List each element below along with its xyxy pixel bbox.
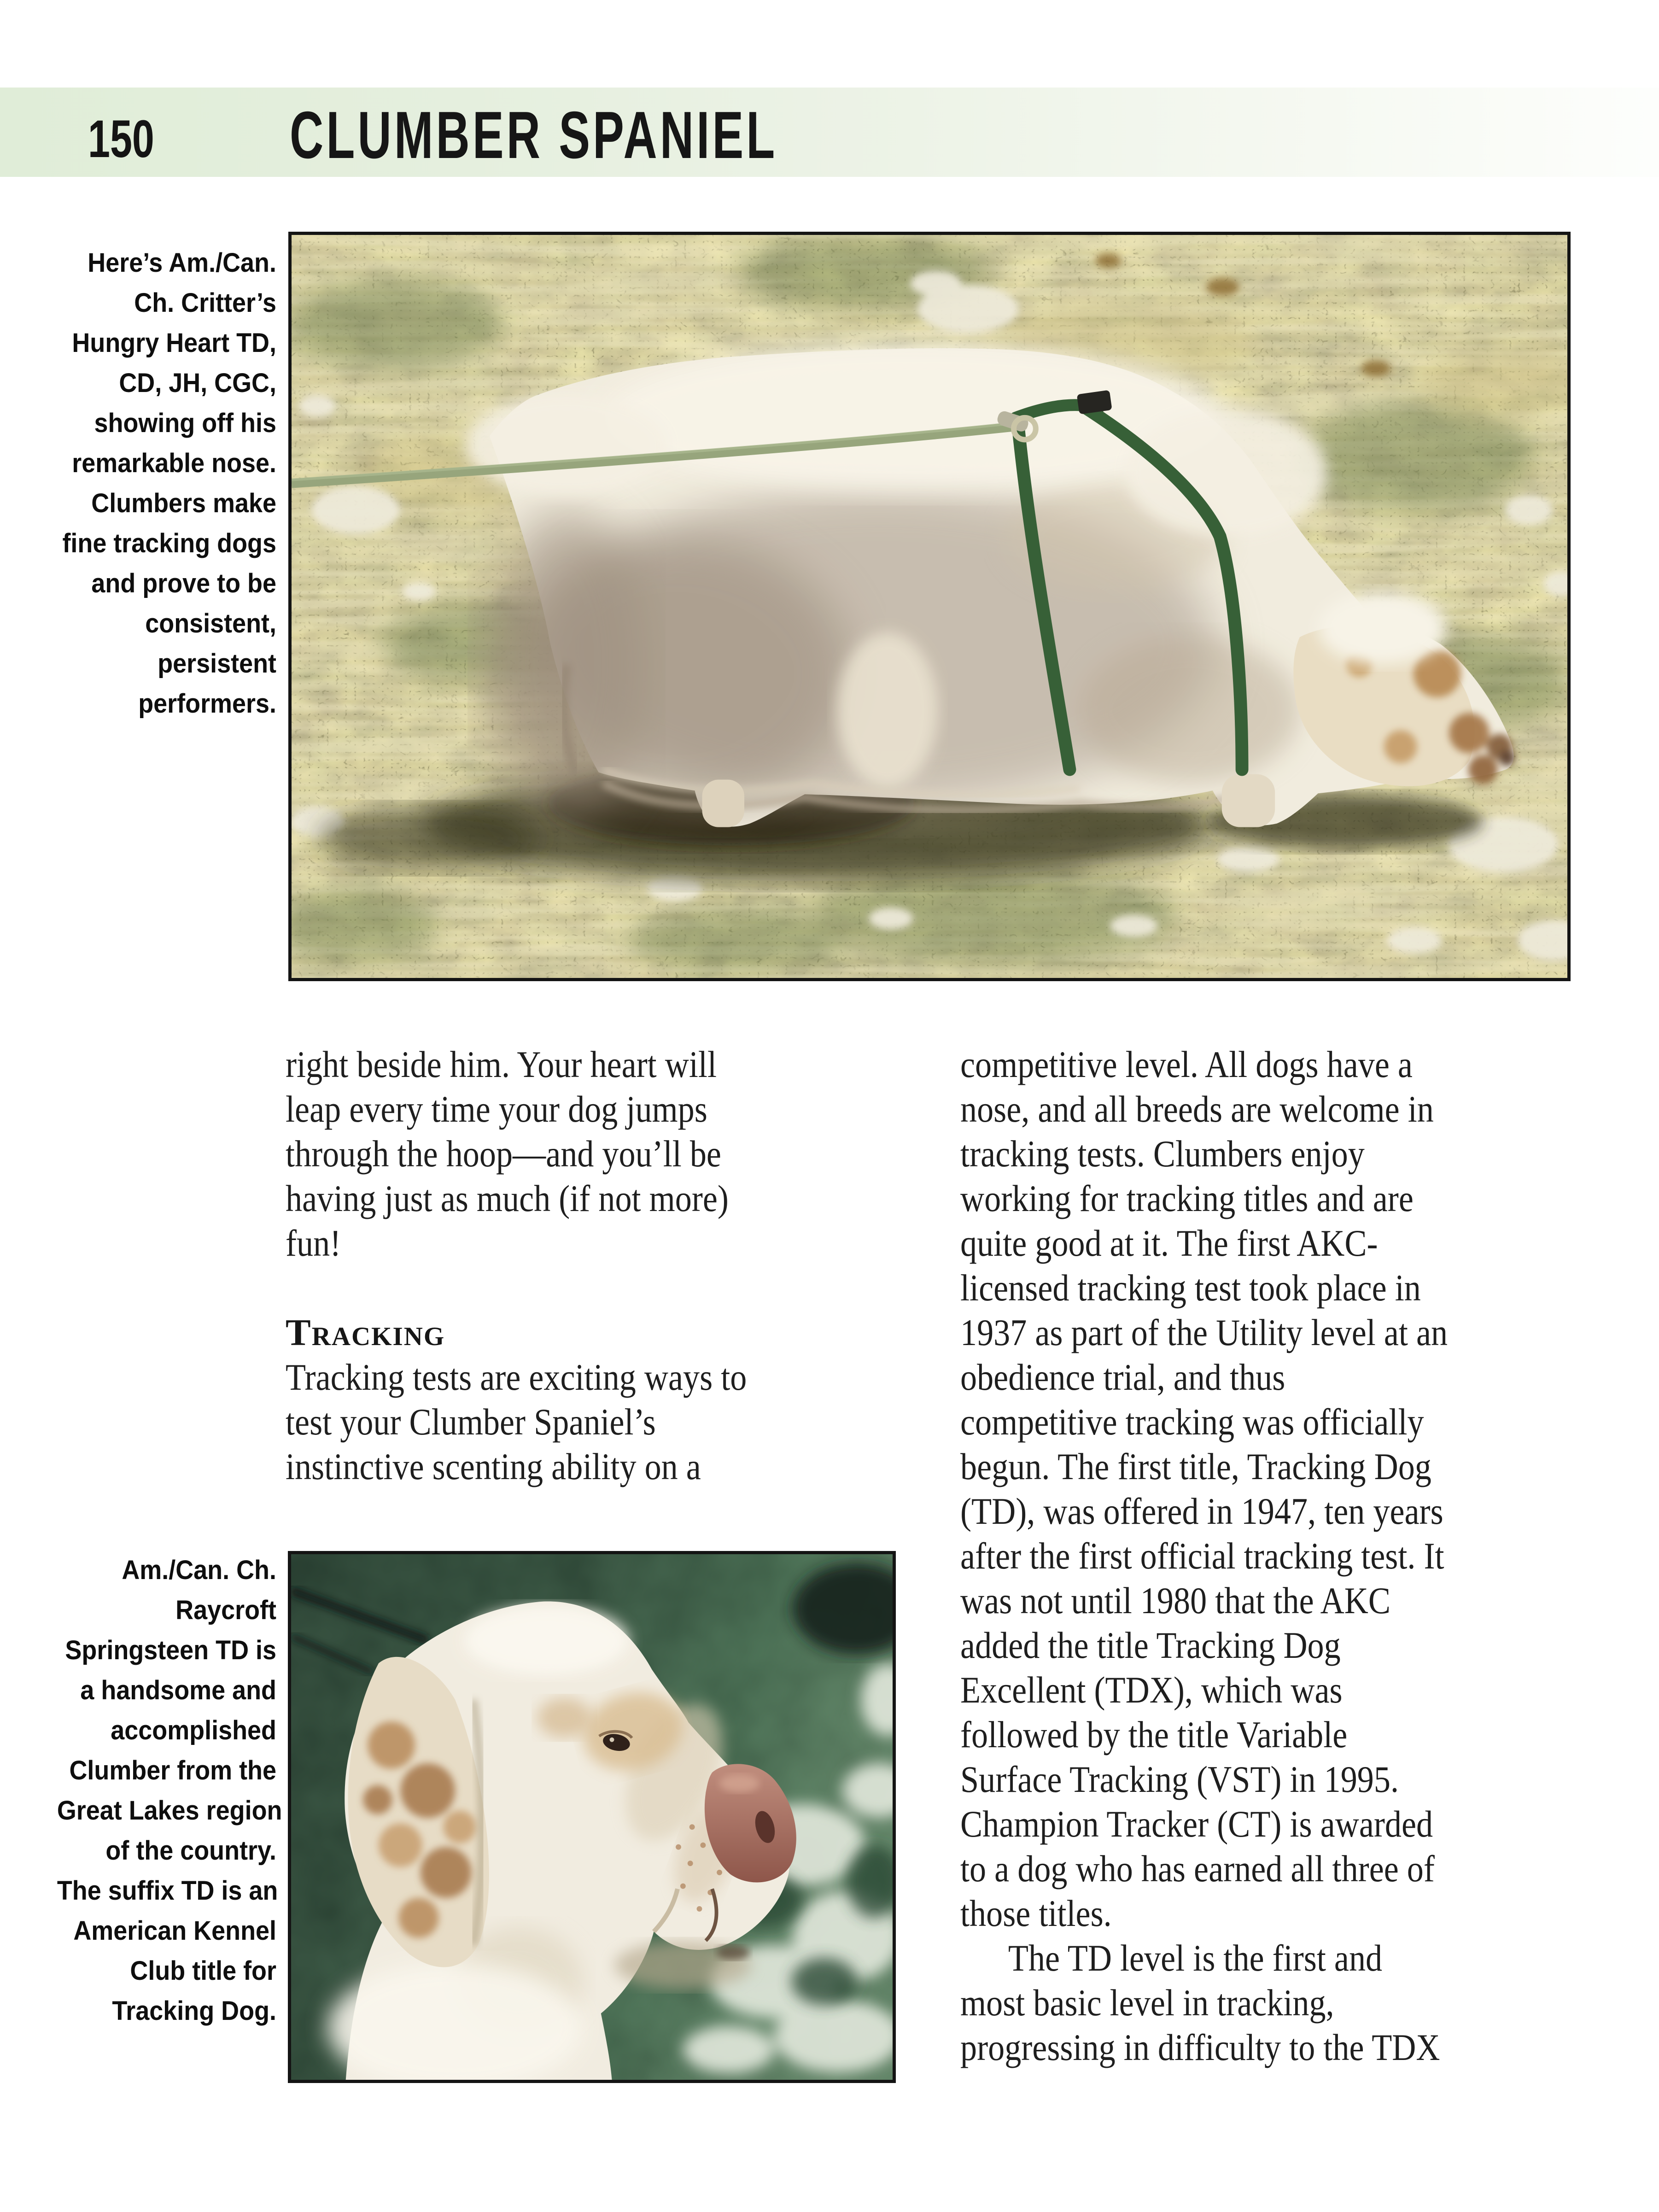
- text-line: Tracking tests are exciting ways to: [286, 1356, 747, 1398]
- text-line: 1937 as part of the Utility level at an: [960, 1311, 1448, 1353]
- text-line: begun. The first title, Tracking Dog: [960, 1445, 1431, 1487]
- body-paragraph: [286, 1355, 905, 1489]
- text-line: to a dog who has earned all three of: [960, 1848, 1435, 1890]
- text-line: accomplished: [111, 1715, 276, 1745]
- text-line: consistent,: [145, 609, 276, 638]
- text-line: working for tracking titles and are: [960, 1177, 1414, 1219]
- text-line: Springsteen TD is: [65, 1635, 277, 1665]
- photo2-illustration: [291, 1554, 893, 2080]
- text-line: fun!: [286, 1222, 341, 1264]
- text-line: Ch. Critter’s: [134, 288, 276, 318]
- text-line: instinctive scenting ability on a: [286, 1445, 701, 1487]
- text-line: Excellent (TDX), which was: [960, 1669, 1343, 1711]
- text-line: Great Lakes region: [57, 1796, 282, 1826]
- text-line: obedience trial, and thus: [960, 1356, 1285, 1398]
- text-line: competitive tracking was officially: [960, 1401, 1424, 1443]
- text-line: added the title Tracking Dog: [960, 1624, 1341, 1666]
- text-line: Clumbers make: [91, 488, 277, 518]
- text-line: Club title for: [130, 1956, 276, 1986]
- text-line: (TD), was offered in 1947, ten years: [960, 1490, 1443, 1532]
- photo1-caption: [41, 243, 276, 724]
- text-line: fine tracking dogs: [62, 528, 276, 558]
- text-line: Raycroft: [175, 1595, 276, 1625]
- text-line: right beside him. Your heart will: [286, 1043, 717, 1085]
- text-line: after the first official tracking test. It: [960, 1535, 1444, 1577]
- text-line: Champion Tracker (CT) is awarded: [960, 1803, 1433, 1845]
- body-paragraph: [960, 1042, 1605, 1936]
- text-line: Am./Can. Ch.: [122, 1555, 276, 1585]
- text-line: Tracking Dog.: [112, 1996, 276, 2026]
- text-line: having just as much (if not more): [286, 1177, 729, 1219]
- text-line: The TD level is the first and: [1008, 1937, 1383, 1979]
- text-line: performers.: [138, 689, 276, 719]
- text-line: those titles.: [960, 1892, 1112, 1934]
- page-number: 150: [88, 110, 154, 169]
- body-column-right: [960, 1042, 1605, 2070]
- text-line: Hungry Heart TD,: [72, 328, 276, 358]
- text-line: a handsome and: [80, 1675, 276, 1705]
- text-line: Clumber from the: [69, 1756, 276, 1785]
- photo2-head-study: [288, 1551, 896, 2083]
- header-bar: [0, 88, 1659, 177]
- text-line: test your Clumber Spaniel’s: [286, 1401, 656, 1443]
- page-title: CLUMBER SPANIEL: [290, 98, 778, 172]
- photo2-caption: [41, 1550, 282, 2031]
- body-paragraph: [286, 1042, 905, 1265]
- text-line: Here’s Am./Can.: [88, 248, 276, 278]
- text-line: quite good at it. The first AKC-: [960, 1222, 1378, 1264]
- text-line: American Kennel: [73, 1916, 276, 1946]
- text-line: persistent: [158, 649, 276, 679]
- text-line: of the country.: [105, 1836, 276, 1866]
- text-line: remarkable nose.: [72, 448, 276, 478]
- text-line: nose, and all breeds are welcome in: [960, 1088, 1434, 1130]
- photo1-tracking-dog: [288, 232, 1571, 981]
- section-heading-tracking: Tracking: [286, 1311, 445, 1353]
- text-line: tracking tests. Clumbers enjoy: [960, 1133, 1365, 1175]
- body-paragraph: [960, 1936, 1605, 2070]
- text-line: followed by the title Variable: [960, 1714, 1348, 1756]
- text-line: leap every time your dog jumps: [286, 1088, 707, 1130]
- text-line: was not until 1980 that the AKC: [960, 1580, 1391, 1621]
- text-line: CD, JH, CGC,: [119, 368, 276, 398]
- text-line: progressing in difficulty to the TDX: [960, 2026, 1440, 2068]
- text-line: Surface Tracking (VST) in 1995.: [960, 1758, 1399, 1800]
- text-line: most basic level in tracking,: [960, 1982, 1334, 2024]
- text-line: The suffix TD is an: [57, 1876, 278, 1906]
- text-line: competitive level. All dogs have a: [960, 1043, 1413, 1085]
- body-column-left: [286, 1042, 905, 1489]
- text-line: licensed tracking test took place in: [960, 1267, 1421, 1309]
- text-line: and prove to be: [91, 568, 276, 598]
- text-line: showing off his: [94, 408, 276, 438]
- text-line: through the hoop—and you’ll be: [286, 1133, 721, 1175]
- photo1-illustration: [292, 235, 1567, 978]
